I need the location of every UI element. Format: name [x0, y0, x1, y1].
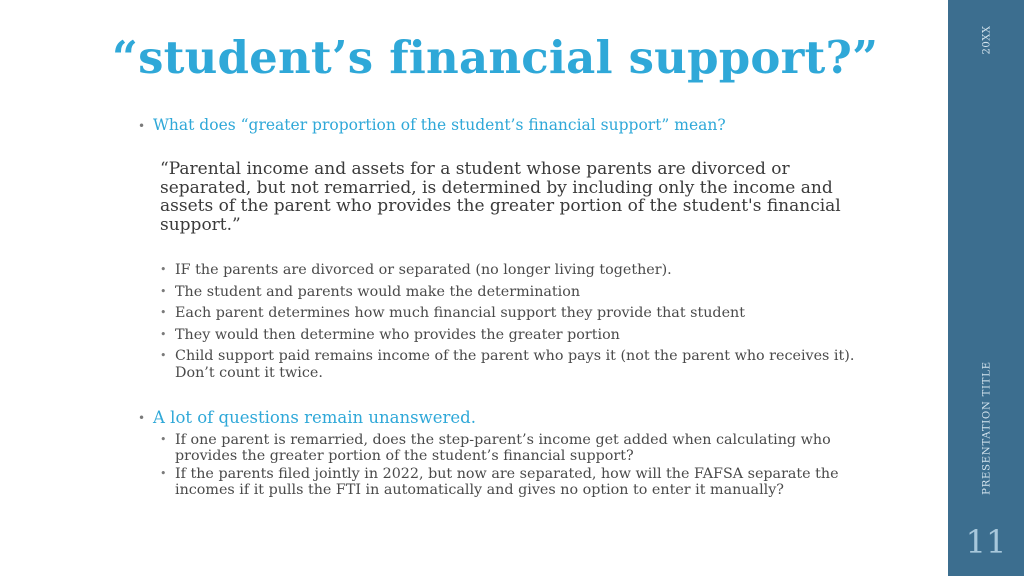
bullet-question — [138, 116, 726, 135]
list-item-text: They would then determine who provides the greater portion — [175, 326, 620, 343]
list-item — [160, 305, 880, 322]
list-item-text: The student and parents would make the determination — [175, 283, 581, 300]
bullet-dot-icon: • — [160, 349, 167, 362]
list-item — [160, 262, 880, 279]
regulation-quote: “Parental income and assets for a student whose parents are divorced or separated, but not remarried, is determined by including only the income and assets of the parent who provides the greater portion of the student's financial support.” — [160, 159, 841, 235]
bullet-dot-icon: • — [138, 411, 146, 425]
bullet-dot-icon: • — [160, 263, 167, 276]
list-item — [160, 284, 880, 301]
slide-title: “student’s financial support?” — [112, 31, 879, 84]
list-item-text: Child support paid remains income of the parent who pays it (not the parent who receives it). Don’t count it twice. — [175, 348, 855, 381]
bullet-dot-icon: • — [160, 433, 167, 446]
bullet-unanswered-text: A lot of questions remain unanswered. — [153, 408, 476, 427]
bullet-question-text: What does “greater proportion of the student’s financial support” mean? — [153, 116, 726, 134]
bullet-dot-icon: • — [160, 284, 167, 298]
list-item-text: IF the parents are divorced or separated (no longer living together). — [175, 262, 672, 278]
page-number: 11 — [965, 523, 1007, 561]
list-item — [160, 327, 880, 344]
list-item-text: If the parents filed jointly in 2022, but now are separated, how will the FAFSA separate the incomes if it pulls the FTI in automatically and gives no option to enter it manually? — [175, 466, 839, 498]
sidebar-date: 20XX — [981, 25, 993, 55]
list-item-text: If one parent is remarried, does the step-parent’s income get added when calculating who provides the greater portion of the student’s financial support? — [175, 432, 831, 464]
bullet-unanswered — [138, 408, 476, 428]
list-item — [160, 432, 880, 464]
list-item-text: Each parent determines how much financial support they provide that student — [175, 305, 745, 321]
bullet-dot-icon: • — [160, 467, 167, 480]
sidebar-presentation-title: PRESENTATION TITLE — [981, 361, 993, 495]
determination-list — [160, 262, 880, 386]
list-item — [160, 348, 880, 381]
bullet-dot-icon: • — [160, 306, 167, 319]
bullet-dot-icon: • — [160, 327, 167, 341]
bullet-dot-icon: • — [138, 119, 146, 133]
list-item — [160, 466, 880, 498]
questions-list — [160, 432, 880, 500]
